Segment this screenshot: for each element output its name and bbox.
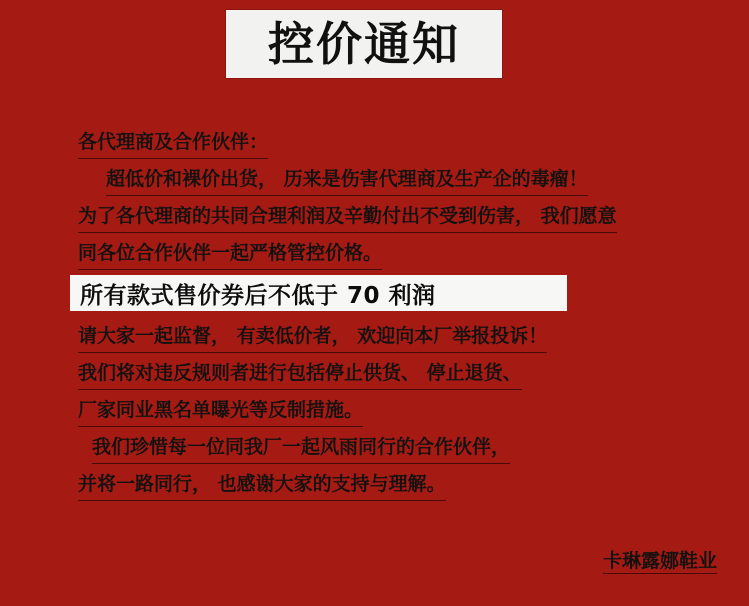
body-line-3: 同各位合作伙伴一起严格管控价格。 [78, 237, 382, 270]
body-line-7: 我们珍惜每一位同我厂一起风雨同行的合作伙伴， [92, 431, 510, 464]
body-line-1: 超低价和裸价出货， 历来是伤害代理商及生产企的毒瘤！ [106, 163, 588, 196]
body-line-4: 请大家一起监督， 有卖低价者， 欢迎向本厂举报投诉！ [78, 320, 547, 353]
body-line-5: 我们将对违反规则者进行包括停止供货、 停止退货、 [78, 357, 522, 390]
page-title: 控价通知 [268, 17, 460, 71]
price-floor-highlight [70, 275, 567, 311]
title-banner [226, 10, 502, 78]
price-floor-text: 所有款式售价券后不低于 70 利润 [80, 282, 436, 309]
salutation-line: 各代理商及合作伙伴： [78, 126, 268, 159]
company-signature: 卡琳露娜鞋业 [603, 546, 717, 574]
body-line-8: 并将一路同行， 也感谢大家的支持与理解。 [78, 468, 446, 501]
body-line-6: 厂家同业黑名单曝光等反制措施。 [78, 394, 363, 427]
notice-body [78, 126, 678, 505]
body-line-2: 为了各代理商的共同合理利润及辛勤付出不受到伤害， 我们愿意 [78, 200, 617, 233]
